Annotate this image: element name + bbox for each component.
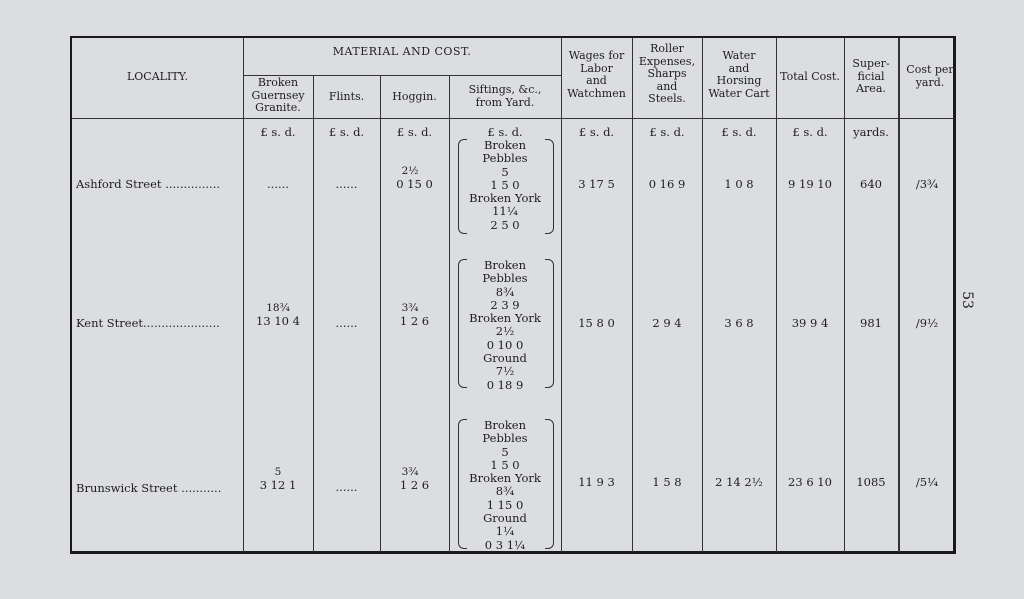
roller-cost: 2 9 4 xyxy=(652,316,682,330)
siftings-line: Broken York xyxy=(469,471,541,486)
siftings-line: 1 15 0 xyxy=(486,497,524,512)
unit-lsd: £ s. d. xyxy=(721,125,757,139)
header-line: Water xyxy=(722,49,756,62)
water-cost: 2 14 2½ xyxy=(715,475,763,489)
header-water xyxy=(702,50,776,100)
granite-cost: 13 10 4 xyxy=(256,314,300,328)
header-line: Area. xyxy=(856,82,886,95)
header-line: Steels. xyxy=(648,92,686,105)
col-divider xyxy=(702,38,703,552)
cost-per-yard: /5¼ xyxy=(915,475,939,489)
header-flints: Flints. xyxy=(328,90,365,103)
row-divider xyxy=(72,118,954,119)
flints-cost: ...... xyxy=(335,316,358,330)
header-line: Watchmen xyxy=(567,86,626,100)
water-cost: 3 6 8 xyxy=(724,316,754,330)
header-superficial-area xyxy=(844,58,898,96)
siftings-line: Pebbles xyxy=(482,431,528,446)
header-line: and xyxy=(586,74,607,87)
hoggin-rate: 3¾ xyxy=(401,302,419,314)
siftings-line: Broken xyxy=(483,138,527,152)
superficial-area: 1085 xyxy=(856,475,886,489)
siftings-line: 2 5 0 xyxy=(490,217,520,232)
siftings-line: 5 xyxy=(501,164,509,179)
total-cost: 23 6 10 xyxy=(788,475,832,489)
cost-per-yard: /9½ xyxy=(915,316,939,330)
wages-cost: 11 9 3 xyxy=(578,475,615,489)
unit-lsd: £ s. d. xyxy=(328,125,365,139)
siftings-line: Broken York xyxy=(469,311,541,326)
col-divider xyxy=(776,38,777,552)
locality-ashford-street: Ashford Street ............... xyxy=(76,177,221,191)
wages-cost: 15 8 0 xyxy=(578,316,615,330)
siftings-line: 8¾ xyxy=(495,284,515,299)
page-number: 53 xyxy=(959,291,976,309)
siftings-line: 11¼ xyxy=(492,204,518,219)
hoggin-cost: 1 2 6 xyxy=(399,478,430,492)
granite-cost: 3 12 1 xyxy=(259,478,297,492)
locality-kent-street: Kent Street..................... xyxy=(76,316,220,330)
flints-cost: ...... xyxy=(335,480,358,494)
header-line: from Yard. xyxy=(475,95,535,109)
header-line: Broken xyxy=(257,76,299,89)
header-line: and xyxy=(656,79,678,93)
total-cost: 39 9 4 xyxy=(791,316,829,330)
siftings-line: 2 3 9 xyxy=(490,297,520,312)
hoggin-rate: 2½ xyxy=(401,165,419,177)
roller-cost: 1 5 8 xyxy=(652,475,682,489)
unit-lsd: £ s. d. xyxy=(260,125,296,139)
unit-lsd: £ s. d. xyxy=(396,125,433,139)
cost-per-yard: /3¾ xyxy=(915,177,939,191)
siftings-line: Pebbles xyxy=(482,151,528,166)
header-wages xyxy=(561,50,632,100)
siftings-line: 8¾ xyxy=(495,484,515,499)
header-cost-per-yard xyxy=(900,64,960,89)
col-divider xyxy=(561,38,562,552)
siftings-line: 1 5 0 xyxy=(490,457,520,472)
wages-cost: 3 17 5 xyxy=(578,177,615,191)
siftings-line: 1 5 0 xyxy=(490,177,520,192)
siftings-line: 5 xyxy=(501,444,509,459)
header-line: Cost per xyxy=(906,63,954,76)
water-cost: 1 0 8 xyxy=(724,177,754,191)
header-line: Sharps xyxy=(647,67,687,80)
header-line: Water Cart xyxy=(708,86,770,100)
granite-rate: 5 xyxy=(274,466,282,478)
unit-lsd: £ s. d. xyxy=(649,125,685,139)
hoggin-cost: 1 2 6 xyxy=(399,314,430,328)
header-line: Expenses, xyxy=(638,54,696,68)
siftings-detail xyxy=(449,259,561,392)
siftings-line: Ground xyxy=(483,511,527,526)
hoggin-rate: 3¾ xyxy=(401,466,419,478)
header-line: Labor xyxy=(580,61,613,75)
superficial-area: 640 xyxy=(860,177,882,191)
siftings-detail xyxy=(449,419,561,552)
header-line: Siftings, &c., xyxy=(468,83,542,96)
header-line: Guernsey xyxy=(251,88,305,102)
siftings-line: 0 18 9 xyxy=(486,377,524,392)
header-line: Super- xyxy=(852,57,890,70)
header-line: Horsing xyxy=(716,74,762,87)
siftings-line: 0 10 0 xyxy=(486,337,524,352)
siftings-line: Broken xyxy=(483,258,527,272)
superficial-area: 981 xyxy=(860,316,882,330)
siftings-line: 2½ xyxy=(495,324,515,339)
header-line: and xyxy=(728,61,750,75)
header-siftings xyxy=(449,84,561,109)
unit-lsd: £ s. d. xyxy=(792,125,828,139)
siftings-line: Broken xyxy=(483,418,527,432)
header-locality: LOCALITY. xyxy=(126,70,188,83)
header-roller xyxy=(632,43,702,106)
granite-cost: ...... xyxy=(267,177,289,191)
granite-rate: 18¾ xyxy=(266,302,290,314)
siftings-line: Ground xyxy=(483,351,527,366)
siftings-line: 1¼ xyxy=(495,524,515,539)
header-broken-guernsey-granite xyxy=(243,77,313,115)
flints-cost: ...... xyxy=(335,177,358,191)
header-material-and-cost: MATERIAL AND COST. xyxy=(332,45,472,58)
siftings-line: Pebbles xyxy=(482,271,528,286)
header-line: Roller xyxy=(650,42,684,55)
col-divider xyxy=(844,38,845,552)
header-line: ficial xyxy=(857,69,885,83)
header-line: yard. xyxy=(915,75,945,89)
siftings-line: 0 3 1¼ xyxy=(484,537,526,552)
locality-brunswick-street: Brunswick Street ........... xyxy=(76,481,222,495)
roller-cost: 0 16 9 xyxy=(648,177,686,191)
siftings-line: 7½ xyxy=(495,364,515,379)
header-hoggin: Hoggin. xyxy=(392,90,437,103)
header-line: Wages for xyxy=(568,49,625,62)
col-divider xyxy=(632,38,633,552)
header-line: Granite. xyxy=(255,101,301,114)
unit-lsd: £ s. d. xyxy=(578,125,615,139)
col-divider xyxy=(898,38,900,552)
siftings-detail xyxy=(449,139,561,232)
unit-lsd: £ s. d. xyxy=(487,125,523,139)
unit-yards: yards. xyxy=(853,125,889,139)
header-total-cost: Total Cost. xyxy=(780,70,840,83)
total-cost: 9 19 10 xyxy=(788,177,832,191)
siftings-line: Broken York xyxy=(469,191,541,206)
hoggin-cost: 0 15 0 xyxy=(396,177,433,191)
